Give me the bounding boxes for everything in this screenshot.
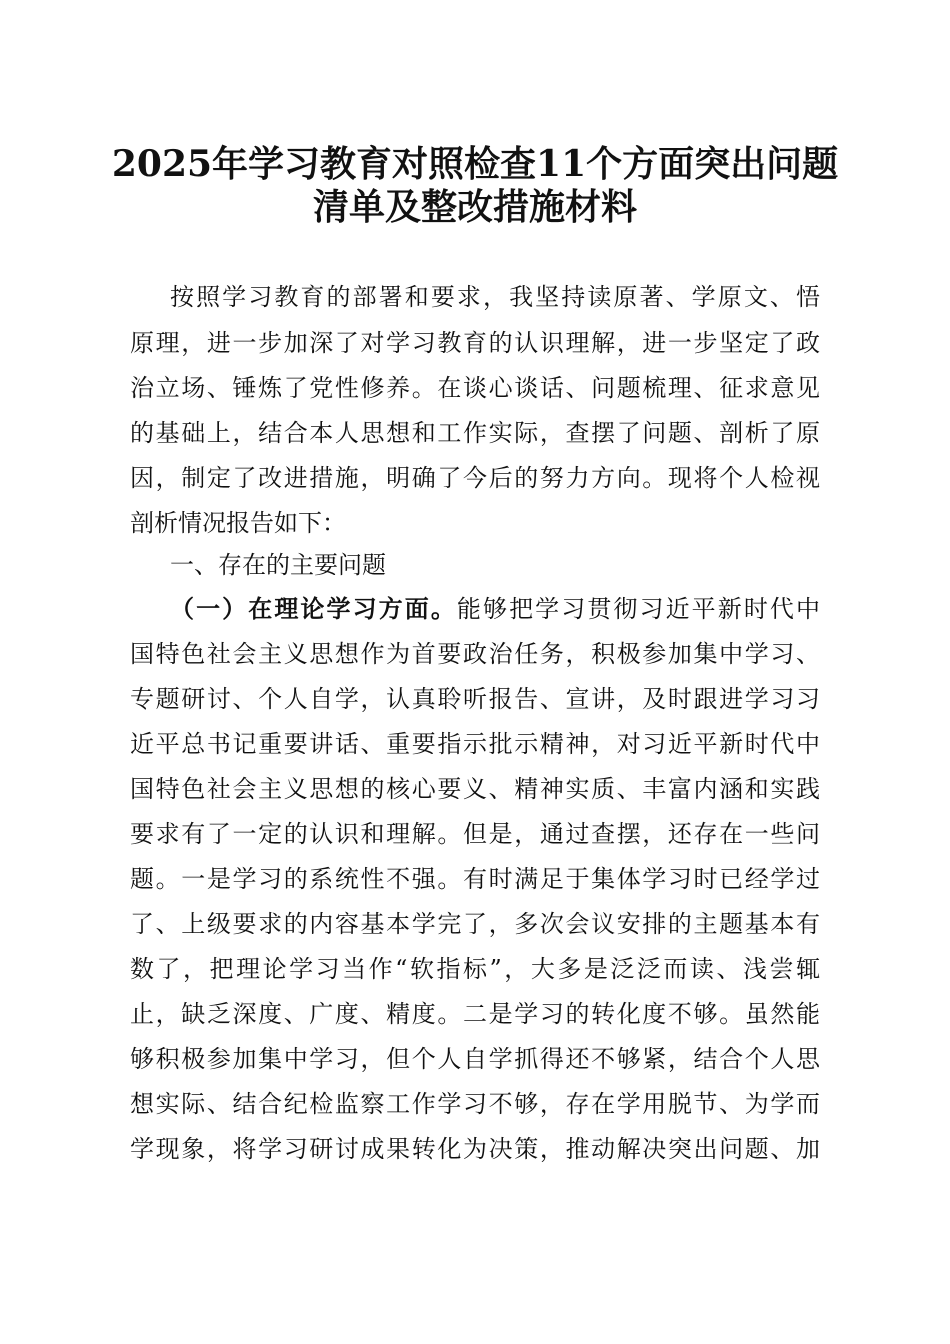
- subsection-line: 题。一是学习的系统性不强。有时满足于集体学习时已经学过: [130, 865, 820, 893]
- document-title-line-2: 清单及整改措施材料: [312, 186, 637, 228]
- subsection-line: 学现象，将学习研讨成果转化为决策，推动解决突出问题、加: [130, 1135, 820, 1163]
- subsection-first-line-text: 能够把学习贯彻习近平新时代中: [456, 595, 821, 623]
- intro-line: 治立场、锤炼了党性修养。在谈心谈话、问题梳理、征求意见: [130, 374, 820, 402]
- subsection-label: （一）在理论学习方面。: [170, 595, 457, 623]
- subsection-line: 近平总书记重要讲话、重要指示批示精神，对习近平新时代中: [130, 730, 820, 758]
- intro-line: 按照学习教育的部署和要求，我坚持读原著、学原文、悟: [170, 283, 820, 311]
- intro-line: 的基础上，结合本人思想和工作实际，查摆了问题、剖析了原: [130, 419, 820, 447]
- subsection-line: 要求有了一定的认识和理解。但是，通过查摆，还存在一些问: [130, 820, 820, 848]
- subsection-line: 想实际、结合纪检监察工作学习不够，存在学用脱节、为学而: [130, 1090, 820, 1118]
- document-title-line-1: 2025年学习教育对照检查11个方面突出问题: [111, 143, 839, 185]
- subsection-line: 了、上级要求的内容基本学完了，多次会议安排的主题基本有: [130, 910, 820, 938]
- subsection-line: 国特色社会主义思想作为首要政治任务，积极参加集中学习、: [130, 640, 820, 668]
- subsection-line: 数了，把理论学习当作“软指标”，大多是泛泛而读、浅尝辄: [130, 955, 820, 983]
- intro-line: 原理，进一步加深了对学习教育的认识理解，进一步坚定了政: [130, 329, 820, 357]
- subsection-first-line: [170, 586, 820, 632]
- subsection-line: 够积极参加集中学习，但个人自学抓得还不够紧，结合个人思: [130, 1045, 820, 1073]
- section-heading: 一、存在的主要问题: [170, 551, 386, 579]
- intro-line: 因，制定了改进措施，明确了今后的努力方向。现将个人检视: [130, 464, 820, 492]
- subsection-line: 专题研讨、个人自学，认真聆听报告、宣讲，及时跟进学习习: [130, 685, 820, 713]
- subsection-line: 国特色社会主义思想的核心要义、精神实质、丰富内涵和实践: [130, 775, 820, 803]
- subsection-line: 止，缺乏深度、广度、精度。二是学习的转化度不够。虽然能: [130, 1000, 820, 1028]
- intro-line: 剖析情况报告如下：: [130, 509, 346, 537]
